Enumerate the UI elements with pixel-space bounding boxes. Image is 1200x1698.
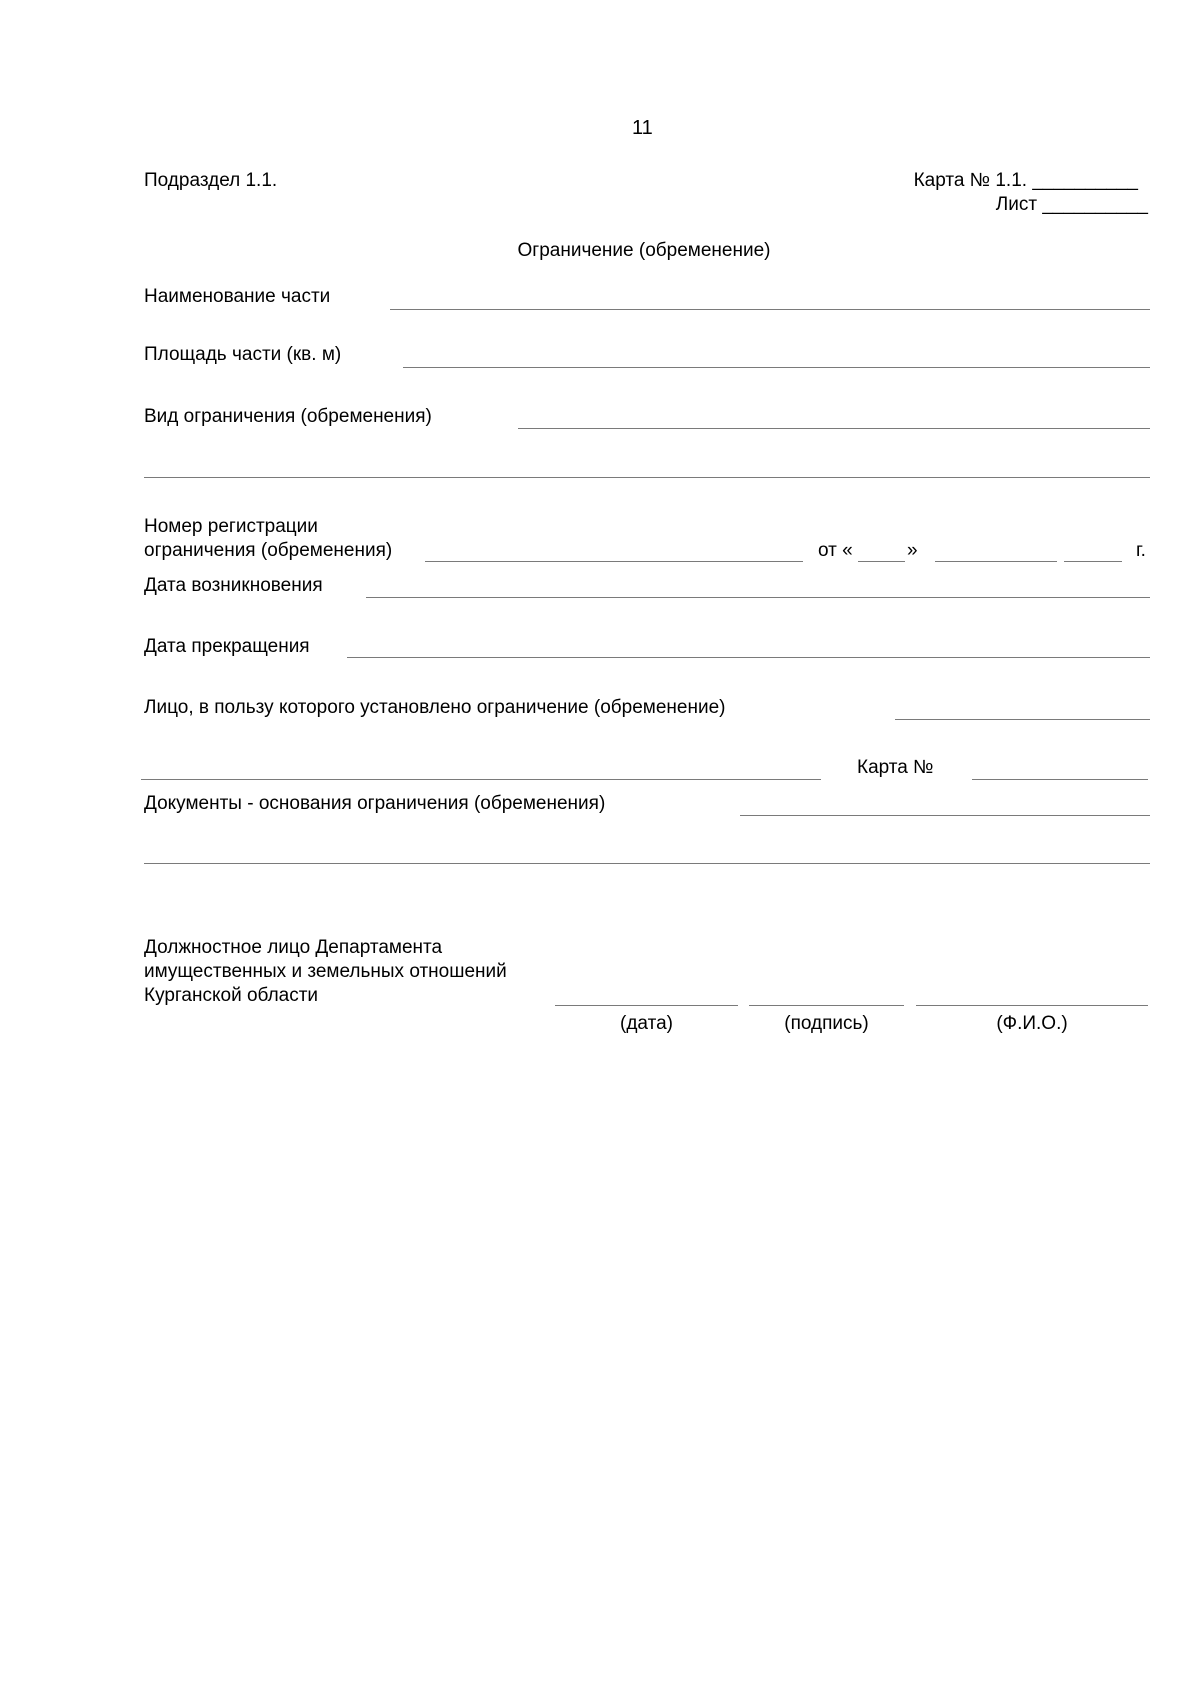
card-number-line: Карта № 1.1. __________	[913, 170, 1138, 191]
official-label-1: Должностное лицо Департамента	[144, 937, 443, 958]
part-area-label: Площадь части (кв. м)	[144, 344, 342, 365]
beneficiary-line[interactable]	[895, 719, 1150, 720]
start-date-label: Дата возникновения	[144, 575, 323, 596]
registration-number-label-1: Номер регистрации	[144, 516, 318, 537]
beneficiary-label: Лицо, в пользу которого установлено ограничение (обременение)	[144, 697, 726, 718]
official-label-3: Курганской области	[144, 985, 319, 1006]
registration-number-label-2: ограничения (обременения)	[144, 540, 393, 561]
end-date-line[interactable]	[347, 657, 1150, 658]
subsection-label: Подраздел 1.1.	[144, 170, 278, 191]
card-no-line[interactable]	[972, 779, 1148, 780]
card-no-label: Карта №	[857, 757, 934, 778]
signature-name-line[interactable]	[916, 1005, 1148, 1006]
start-date-line[interactable]	[366, 597, 1150, 598]
documents-line-2[interactable]	[144, 863, 1150, 864]
registration-year-line[interactable]	[1064, 561, 1122, 562]
sheet-number-line: Лист __________	[995, 194, 1148, 215]
signature-caption: (подпись)	[784, 1013, 869, 1034]
date-from-prefix: от «	[818, 540, 853, 561]
restriction-type-line-2[interactable]	[144, 477, 1150, 478]
part-name-label: Наименование части	[144, 286, 331, 307]
form-title: Ограничение (обременение)	[517, 240, 771, 261]
restriction-type-label: Вид ограничения (обременения)	[144, 406, 432, 427]
part-name-line[interactable]	[390, 309, 1150, 310]
date-from-suffix: »	[907, 540, 918, 561]
signature-date-line[interactable]	[555, 1005, 738, 1006]
end-date-label: Дата прекращения	[144, 636, 310, 657]
beneficiary-line-2[interactable]	[141, 779, 821, 780]
registration-day-line[interactable]	[858, 561, 905, 562]
documents-label: Документы - основания ограничения (обременения)	[144, 793, 606, 814]
signature-sign-line[interactable]	[749, 1005, 904, 1006]
official-label-2: имущественных и земельных отношений	[144, 961, 507, 982]
registration-month-line[interactable]	[935, 561, 1057, 562]
restriction-type-line[interactable]	[518, 428, 1150, 429]
year-suffix: г.	[1136, 540, 1146, 561]
date-caption: (дата)	[620, 1013, 673, 1034]
part-area-line[interactable]	[403, 367, 1150, 368]
documents-line[interactable]	[740, 815, 1150, 816]
name-caption: (Ф.И.О.)	[996, 1013, 1068, 1034]
page-number: 11	[632, 117, 653, 139]
registration-number-line[interactable]	[425, 561, 803, 562]
